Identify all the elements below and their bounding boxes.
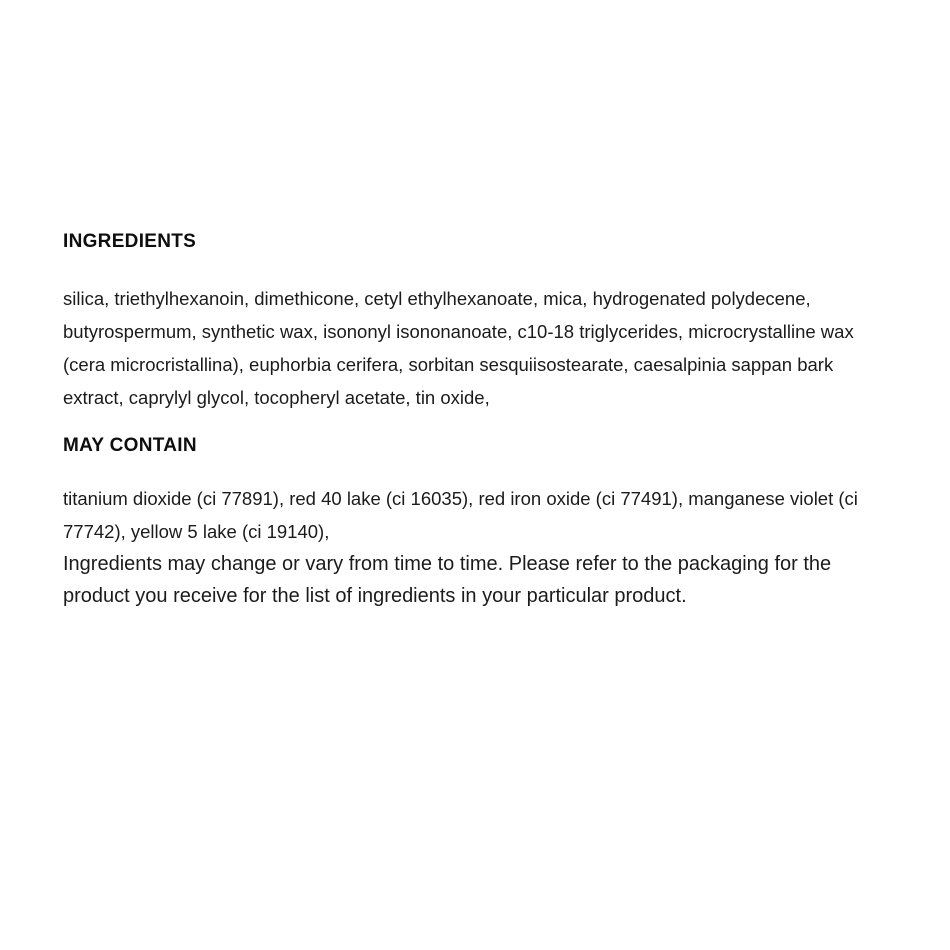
- ingredients-text: silica, triethylhexanoin, dimethicone, cetyl ethylhexanoate, mica, hydrogenated polydecene, butyrospermum, synthetic wax, isononyl isononanoate, c10-18 triglycerides, microcrystalline wax (cera microcristallina), euphorbia cerifera, sorbitan sesquiisostearate, caesalpinia sappan bark extract, caprylyl glycol, tocopheryl acetate, tin oxide,: [63, 288, 854, 408]
- may-contain-text: titanium dioxide (ci 77891), red 40 lake (ci 16035), red iron oxide (ci 77491), manganese violet (ci 77742), yellow 5 lake (ci 19140),: [63, 488, 858, 542]
- disclaimer-text: Ingredients may change or vary from time to time. Please refer to the packaging for the product you receive for the list of ingredients in your particular product.: [63, 553, 832, 607]
- may-contain-heading: MAY CONTAIN: [63, 435, 197, 456]
- ingredients-heading: INGREDIENTS: [63, 231, 197, 252]
